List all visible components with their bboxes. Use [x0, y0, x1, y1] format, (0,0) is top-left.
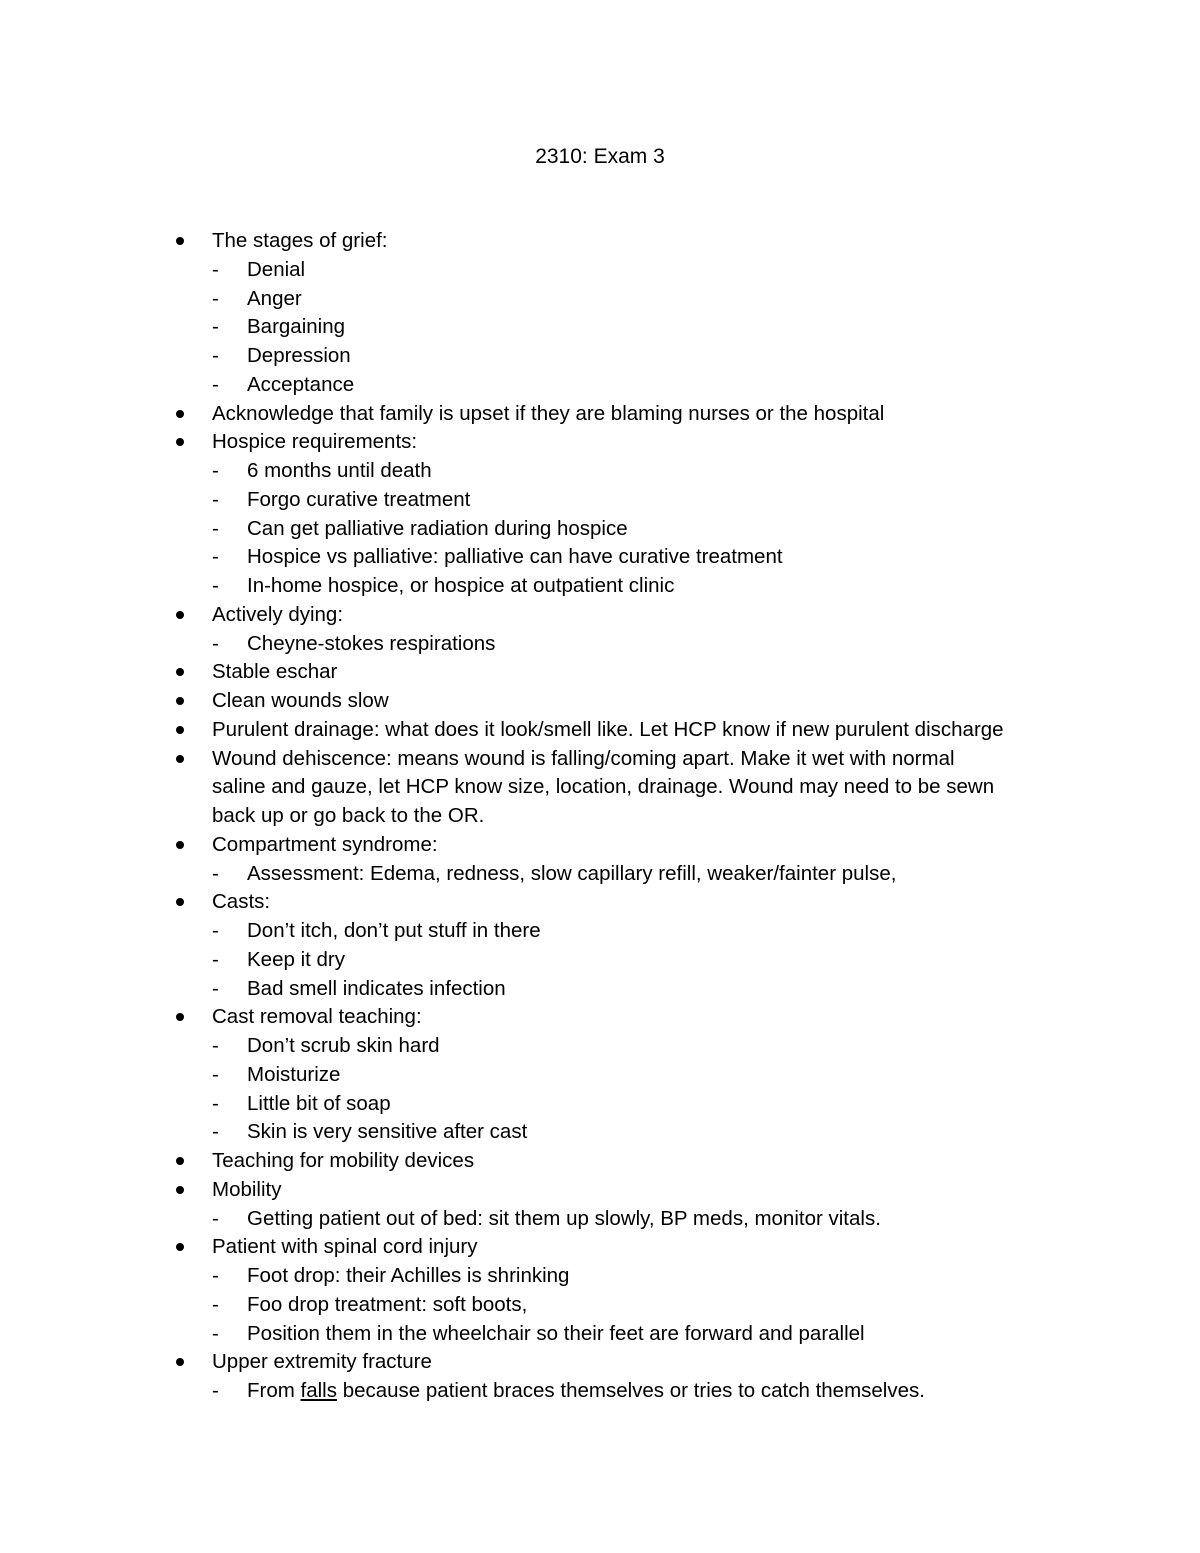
bullet-icon	[176, 745, 186, 774]
sub-list-item-text: Bargaining	[247, 315, 346, 339]
bullet-icon	[176, 1348, 186, 1377]
list-item-text: Mobility	[212, 1177, 282, 1201]
bullet-icon	[176, 831, 186, 860]
sub-list-item-text: Don’t itch, don’t put stuff in there	[247, 919, 541, 942]
sub-list-item-text: In-home hospice, or hospice at outpatient clinic	[247, 574, 675, 597]
sub-list-item-text: Forgo curative treatment	[247, 487, 471, 511]
bullet-icon	[176, 601, 186, 630]
bullet-icon	[176, 1003, 186, 1032]
sub-list-item	[0, 285, 1200, 314]
sub-list-item	[0, 1205, 1200, 1234]
list-item-text: Hospice requirements:	[212, 430, 418, 454]
list-item	[0, 716, 1200, 745]
underlined-word: falls	[300, 1379, 337, 1402]
sub-list-item-text: Keep it dry	[247, 947, 345, 971]
list-item	[0, 658, 1200, 687]
sub-list-item	[0, 1262, 1200, 1291]
sub-list-item-text: Little bit of soap	[247, 1091, 391, 1115]
sub-list-item	[0, 1061, 1200, 1090]
sub-list-item-text: Position them in the wheelchair so their feet are forward and parallel	[247, 1321, 865, 1345]
list-item	[0, 1176, 1200, 1205]
list-item-text: Cast removal teaching:	[212, 1005, 422, 1029]
dash-marker: -	[212, 545, 219, 569]
bullet-icon	[176, 716, 186, 745]
list-item-text: Upper extremity fracture	[212, 1350, 432, 1374]
sub-list-item	[0, 1090, 1200, 1119]
list-item-continuation-text: saline and gauze, let HCP know size, location, drainage. Wound may need to be sewn	[212, 775, 995, 799]
bullet-icon	[176, 658, 186, 687]
dash-marker: -	[212, 487, 219, 511]
sub-list-item	[0, 1291, 1200, 1320]
sub-list-item	[0, 630, 1200, 659]
sub-list-item-text: Foot drop: their Achilles is shrinking	[247, 1264, 570, 1287]
dash-marker: -	[212, 286, 219, 310]
list-item-text: Teaching for mobility devices	[212, 1149, 475, 1172]
sub-list-item-text: Don’t scrub skin hard	[247, 1034, 440, 1057]
sub-list-item-text: Bad smell indicates infection	[247, 976, 506, 1000]
sub-list-item-text	[247, 1377, 925, 1406]
list-item-text: Wound dehiscence: means wound is falling/coming apart. Make it wet with normal	[212, 746, 955, 770]
sub-list-item-text: Moisturize	[247, 1062, 341, 1086]
list-item	[0, 428, 1200, 457]
list-item-text: Casts:	[212, 890, 271, 914]
dash-marker: -	[212, 976, 219, 1000]
dash-marker: -	[212, 861, 219, 885]
sub-list-item	[0, 342, 1200, 371]
dash-marker: -	[212, 1321, 219, 1345]
sub-list-item	[0, 975, 1200, 1004]
sub-list-item-text: Assessment: Edema, redness, slow capillary refill, weaker/fainter pulse,	[247, 861, 897, 885]
document-title: 2310: Exam 3	[535, 145, 665, 168]
bullet-icon	[176, 687, 186, 716]
list-item-text: Patient with spinal cord injury	[212, 1235, 478, 1259]
sub-list-item	[0, 313, 1200, 342]
sub-list-item-text: Foo drop treatment: soft boots,	[247, 1292, 528, 1316]
dash-marker: -	[212, 344, 219, 367]
list-item-text: Stable eschar	[212, 660, 338, 684]
list-item	[0, 745, 1200, 774]
dash-marker: -	[212, 516, 219, 540]
list-item-continuation	[0, 773, 1200, 802]
bullet-icon	[176, 1176, 186, 1205]
list-item-text: Actively dying:	[212, 602, 344, 626]
list-item	[0, 227, 1200, 256]
dash-marker: -	[212, 459, 219, 482]
sub-list-item	[0, 543, 1200, 572]
bullet-icon	[176, 888, 186, 917]
text-segment: From	[247, 1379, 301, 1402]
list-item-text: Clean wounds slow	[212, 689, 389, 712]
sub-list-item	[0, 515, 1200, 544]
dash-marker: -	[212, 1264, 219, 1287]
list-item	[0, 888, 1200, 917]
dash-marker: -	[212, 257, 219, 281]
sub-list-item-text: Can get palliative radiation during hospice	[247, 516, 628, 540]
list-item-text: The stages of grief:	[212, 229, 388, 252]
dash-marker: -	[212, 1062, 219, 1086]
sub-list-item	[0, 1118, 1200, 1147]
sub-list-item-text: Anger	[247, 286, 302, 310]
list-item-continuation	[0, 802, 1200, 831]
list-item-continuation-text: back up or go back to the OR.	[212, 804, 485, 827]
sub-list-item-text: Acceptance	[247, 372, 355, 396]
sub-list-item	[0, 946, 1200, 975]
list-item	[0, 831, 1200, 860]
dash-marker: -	[212, 631, 219, 655]
sub-list-item	[0, 457, 1200, 486]
list-item	[0, 601, 1200, 630]
dash-marker: -	[212, 919, 219, 942]
dash-marker: -	[212, 1379, 219, 1402]
list-item	[0, 1348, 1200, 1377]
bullet-icon	[176, 1147, 186, 1176]
dash-marker: -	[212, 1091, 219, 1115]
bullet-icon	[176, 400, 186, 429]
sub-list-item-text: Hospice vs palliative: palliative can have curative treatment	[247, 545, 783, 569]
sub-list-item	[0, 371, 1200, 400]
sub-list-item-text: Cheyne-stokes respirations	[247, 631, 496, 655]
sub-list-item-text: Depression	[247, 344, 351, 367]
bullet-icon	[176, 428, 186, 457]
sub-list-item-text: Skin is very sensitive after cast	[247, 1120, 528, 1144]
sub-list-item-text: Getting patient out of bed: sit them up slowly, BP meds, monitor vitals.	[247, 1206, 881, 1230]
dash-marker: -	[212, 1034, 219, 1057]
list-item-text: Acknowledge that family is upset if they are blaming nurses or the hospital	[212, 401, 885, 425]
sub-list-item	[0, 1032, 1200, 1061]
sub-list-item	[0, 917, 1200, 946]
dash-marker: -	[212, 1120, 219, 1144]
bullet-icon	[176, 1233, 186, 1262]
sub-list-item	[0, 1320, 1200, 1349]
dash-marker: -	[212, 1206, 219, 1230]
bullet-icon	[176, 227, 186, 256]
sub-list-item	[0, 486, 1200, 515]
list-item	[0, 1233, 1200, 1262]
dash-marker: -	[212, 1292, 219, 1316]
sub-list-item	[0, 572, 1200, 601]
document-body	[0, 227, 1200, 1406]
list-item	[0, 400, 1200, 429]
sub-list-item-text: Denial	[247, 257, 306, 281]
list-item	[0, 1003, 1200, 1032]
list-item-text: Purulent drainage: what does it look/smell like. Let HCP know if new purulent discharge	[212, 717, 1004, 741]
dash-marker: -	[212, 574, 219, 597]
list-item	[0, 1147, 1200, 1176]
dash-marker: -	[212, 315, 219, 339]
sub-list-item	[0, 1377, 1200, 1406]
list-item-text: Compartment syndrome:	[212, 832, 438, 856]
dash-marker: -	[212, 947, 219, 971]
sub-list-item-text: 6 months until death	[247, 459, 432, 482]
sub-list-item	[0, 860, 1200, 889]
sub-list-item	[0, 256, 1200, 285]
dash-marker: -	[212, 372, 219, 396]
text-segment: because patient braces themselves or tries to catch themselves.	[337, 1379, 925, 1402]
list-item	[0, 687, 1200, 716]
